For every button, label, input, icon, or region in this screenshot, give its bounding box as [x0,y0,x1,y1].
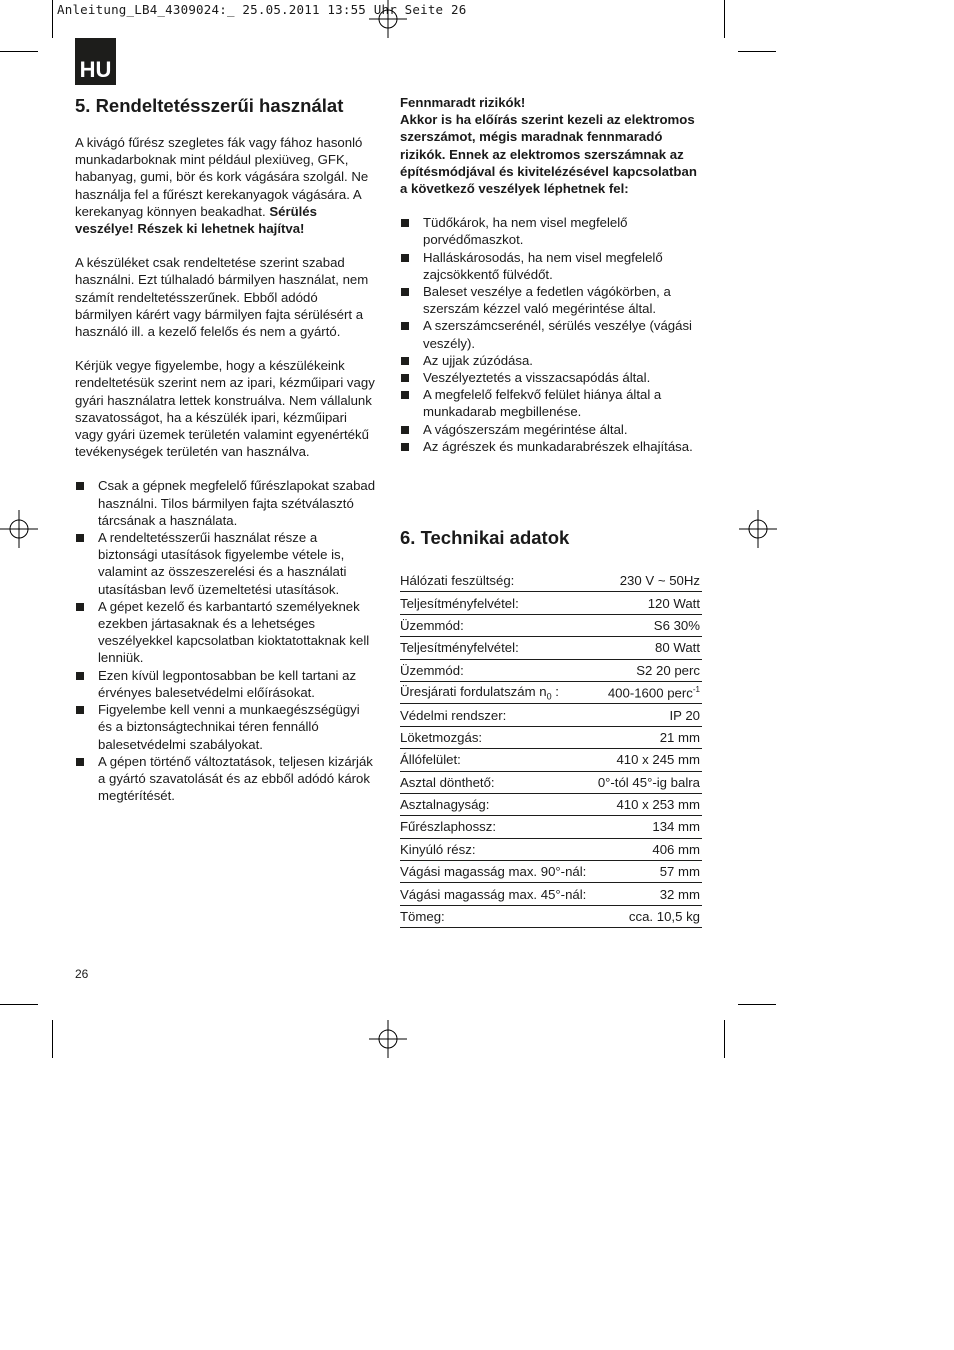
crop-mark [738,51,776,52]
spec-value [593,681,702,703]
spec-value-superscript: -1 [692,684,700,694]
table-row [400,637,702,659]
spec-label: Tömeg: [400,905,593,927]
spec-label: Kinyúló rész: [400,838,593,860]
list-item: Tüdőkárok, ha nem visel megfelelő porvédőmaszkot. [400,214,702,248]
list-item: A vágószerszám megérintése által. [400,421,702,438]
usage-paragraph: A készüléket csak rendeltetése szerint szabad használni. Ezt túlhaladó bármilyen használat, nem számít rendeltetésszerűnek. Ebből adódó bármilyen kárért vagy bármilyen fajta sérülésért a használó ill. a kezelő felelős és nem a gyártó. [75,255,369,340]
table-row [400,793,702,815]
intended-use-paragraph [75,134,377,237]
spec-label: Vágási magasság max. 90°-nál: [400,861,593,883]
usage-bullet-list [75,477,377,804]
section-6-title: 6. Technikai adatok [400,527,570,548]
spec-label: Védelmi rendszer: [400,704,593,726]
registration-mark-icon [369,1020,407,1058]
list-item: Az ujjak zúzódása. [400,352,702,369]
spec-value: 80 Watt [593,637,702,659]
table-row [400,749,702,771]
crop-mark [52,0,53,38]
spec-label: Hálózati feszültség: [400,570,593,592]
table-row [400,592,702,614]
language-badge: HU [75,38,116,85]
spec-label: Állófelület: [400,749,593,771]
list-item: A rendeltetésszerűi használat része a biztonsági utasítások figyelembe vétele is, valamint az összeszerelési és a használati utasításban levő üzemeltetési utasítások. [75,529,377,598]
spec-label: Üzemmód: [400,614,593,636]
spec-label: Fűrészlaphossz: [400,816,593,838]
risks-heading: Fennmaradt rizikók! [400,95,526,110]
list-item: A megfelelő felfekvő felület hiánya által a munkadarab megbillenése. [400,386,702,420]
injury-warning: Sérülés veszélye! Részek ki lehetnek hajítva! [75,203,317,237]
print-slug: Anleitung_LB4_4309024:_ 25.05.2011 13:55 Uhr Seite 26 [57,2,467,17]
spec-label: Teljesítményfelvétel: [400,637,593,659]
spec-label-tail: : [551,683,559,699]
list-item: A szerszámcserénél, sérülés veszélye (vágási veszély). [400,317,702,351]
spec-label-subscript: 0 [546,691,552,702]
spec-label: Vágási magasság max. 45°-nál: [400,883,593,905]
spec-value: 410 x 245 mm [593,749,702,771]
table-row [400,838,702,860]
section-5-title: 5. Rendeltetésszerűi használat [75,95,344,116]
risks-bullet-list [400,214,702,455]
spec-table [400,570,702,928]
registration-mark-icon [369,0,407,38]
spec-value: 406 mm [593,838,702,860]
spec-label [400,681,593,703]
page-number: 26 [75,967,89,981]
table-row [400,704,702,726]
list-item: Veszélyeztetés a visszacsapódás által. [400,369,702,386]
spec-value: 21 mm [593,726,702,748]
crop-mark [724,0,725,38]
table-row [400,659,702,681]
registration-mark-icon [739,510,777,548]
list-item: Csak a gépnek megfelelő fűrészlapokat szabad használni. Tilos bármilyen fajta szétválasztó tárcsának a használata. [75,477,377,529]
spec-label: Üzemmód: [400,659,593,681]
spec-label: Asztalnagyság: [400,793,593,815]
table-row [400,570,702,592]
table-row [400,681,702,703]
spec-value: 410 x 253 mm [593,793,702,815]
table-row [400,861,702,883]
table-row [400,771,702,793]
crop-mark [0,1004,38,1005]
spec-value: 134 mm [593,816,702,838]
spec-value: 32 mm [593,883,702,905]
right-column [400,94,702,455]
table-row [400,905,702,927]
warranty-paragraph: Kérjük vegye figyelembe, hogy a készülékeink rendeltetésük szerint nem az ipari, kézműipari vagy gyári használatra lettek konstruálva. Nem vállalunk szavatosságot, ha a készülék ipari, kézműipari vagy gyári üzemek területén valamint egyenértékű tevékenységek területén van használva. [75,358,375,460]
list-item: A gépen történő változtatások, teljesen kizárják a gyártó szavatolását és az ebből adódó károk megtérítését. [75,753,377,805]
table-row [400,726,702,748]
list-item: Halláskárosodás, ha nem visel megfelelő zajcsökkentő fülvédőt. [400,249,702,283]
crop-mark [0,51,38,52]
list-item: Baleset veszélye a fedetlen vágókörben, a szerszám kézzel való megérintése által. [400,283,702,317]
spec-label: Asztal dönthető: [400,771,593,793]
spec-label-text: Üresjárati fordulatszám n [400,683,547,699]
list-item: Figyelembe kell venni a munkaegészségügyi és a biztonságtechnikai téren fennálló balesetvédelmi szabályokat. [75,701,377,753]
spec-value: 0°-tól 45°-ig balra [593,771,702,793]
crop-mark [738,1004,776,1005]
list-item: Az ágrészek és munkadarabrészek elhajítása. [400,438,702,455]
table-row [400,816,702,838]
crop-mark [724,1020,725,1058]
spec-value: 120 Watt [593,592,702,614]
list-item: Ezen kívül legpontosabban be kell tartani az érvényes balesetvédelmi előírásokat. [75,667,377,701]
crop-mark [52,1020,53,1058]
spec-label: Teljesítményfelvétel: [400,592,593,614]
registration-mark-icon [0,510,38,548]
spec-value: IP 20 [593,704,702,726]
spec-value: 230 V ~ 50Hz [593,570,702,592]
table-row [400,883,702,905]
spec-value: S6 30% [593,614,702,636]
spec-value-text: 400-1600 perc [607,685,693,701]
spec-value: 57 mm [593,861,702,883]
spec-value: cca. 10,5 kg [593,905,702,927]
list-item: A gépet kezelő és karbantartó személyeknek ezekben jártasaknak és a lehetséges veszélyekkel kapcsolatban kioktatottaknak kell lenniük. [75,598,377,667]
spec-label: Löketmozgás: [400,726,593,748]
table-row [400,614,702,636]
left-column [75,134,377,804]
intended-use-text: A kivágó fűrész szegletes fák vagy fához hasonló munkadarboknak mint például plexiüveg, GFK, habanyag, gumi, bör és kork vágására szolgál. Ne használja fel a fűrészt kerekanyagok vágására. A kerekanyag könnyen beakadhat. [75,135,369,219]
spec-value: S2 20 perc [593,659,702,681]
risks-intro: Akkor is ha előírás szerint kezeli az elektromos szerszámot, mégis maradnak fennmaradó rizikók. Ennek az elektromos szerszámnak az építésmódjával és kivitelézésével kapcsolatban a következő veszélyek léphetnek fel: [400,112,697,197]
